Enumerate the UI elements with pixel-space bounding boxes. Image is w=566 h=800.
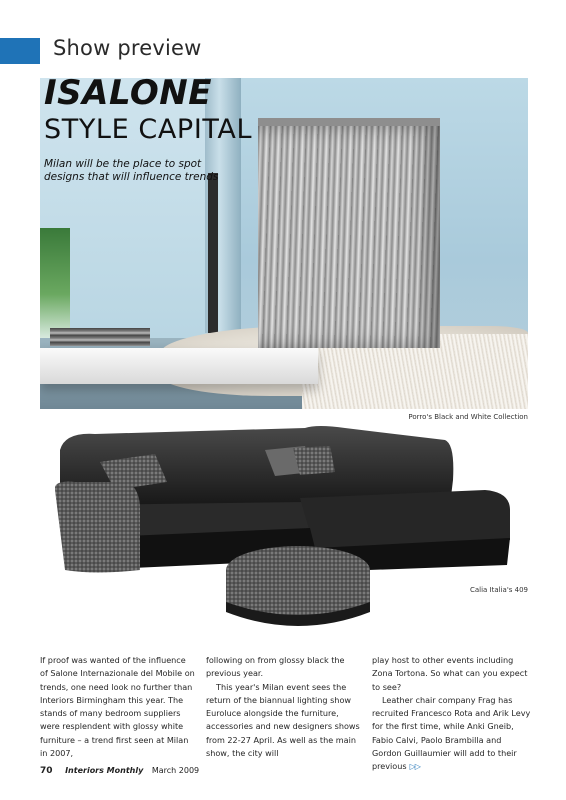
sofa-caption: Calia Italia's 409 xyxy=(469,586,528,594)
coffee-table-image xyxy=(40,348,318,384)
hero-caption: Porro's Black and White Collection xyxy=(408,413,528,421)
section-tab-marker xyxy=(0,38,40,64)
section-title: Show preview xyxy=(53,36,202,60)
body-paragraph: This year's Milan event sees the return of the biannual lighting show Euroluce alongside the furniture, accessories and new designers shows from 22-27 April. As well as the main show, the city will xyxy=(206,681,360,759)
body-paragraph xyxy=(372,694,532,774)
continue-arrow-icon: ▷▷ xyxy=(409,762,420,772)
body-column-2 xyxy=(206,654,361,760)
body-paragraph: If proof was wanted of the influence of Salone Internazionale del Mobile on trends, one need look no further than Interiors Birmingham this year. The stands of many bedroom suppliers were resplendent with glossy white furniture – a trend first seen at Milan in 2007, xyxy=(40,655,195,759)
article-subtitle: STYLE CAPITAL xyxy=(44,114,253,145)
magazine-name: Interiors Monthly xyxy=(65,766,144,775)
article-standfirst: Milan will be the place to spot designs that will influence trends xyxy=(44,158,219,183)
wardrobe-image xyxy=(258,126,440,348)
body-paragraph-text: Leather chair company Frag has recruited Francesco Rota and Arik Levy for the first time, while Anki Gneib, Fabio Calvi, Paolo Brambilla and Gordon Guillaumier will add to their previous xyxy=(372,694,531,772)
body-column-3 xyxy=(372,654,532,774)
article-title: ISALONE xyxy=(44,73,212,113)
body-column-1 xyxy=(40,654,195,760)
body-paragraph: play host to other events including Zona Tortona. So what can you expect to see? xyxy=(372,655,528,692)
body-paragraph: following on from glossy black the previous year. xyxy=(206,655,345,679)
page-footer xyxy=(40,766,199,776)
sofa-illustration xyxy=(55,420,515,645)
page-number: 70 xyxy=(40,766,53,776)
issue-date: March 2009 xyxy=(151,766,200,775)
sofa-photo xyxy=(55,420,515,645)
